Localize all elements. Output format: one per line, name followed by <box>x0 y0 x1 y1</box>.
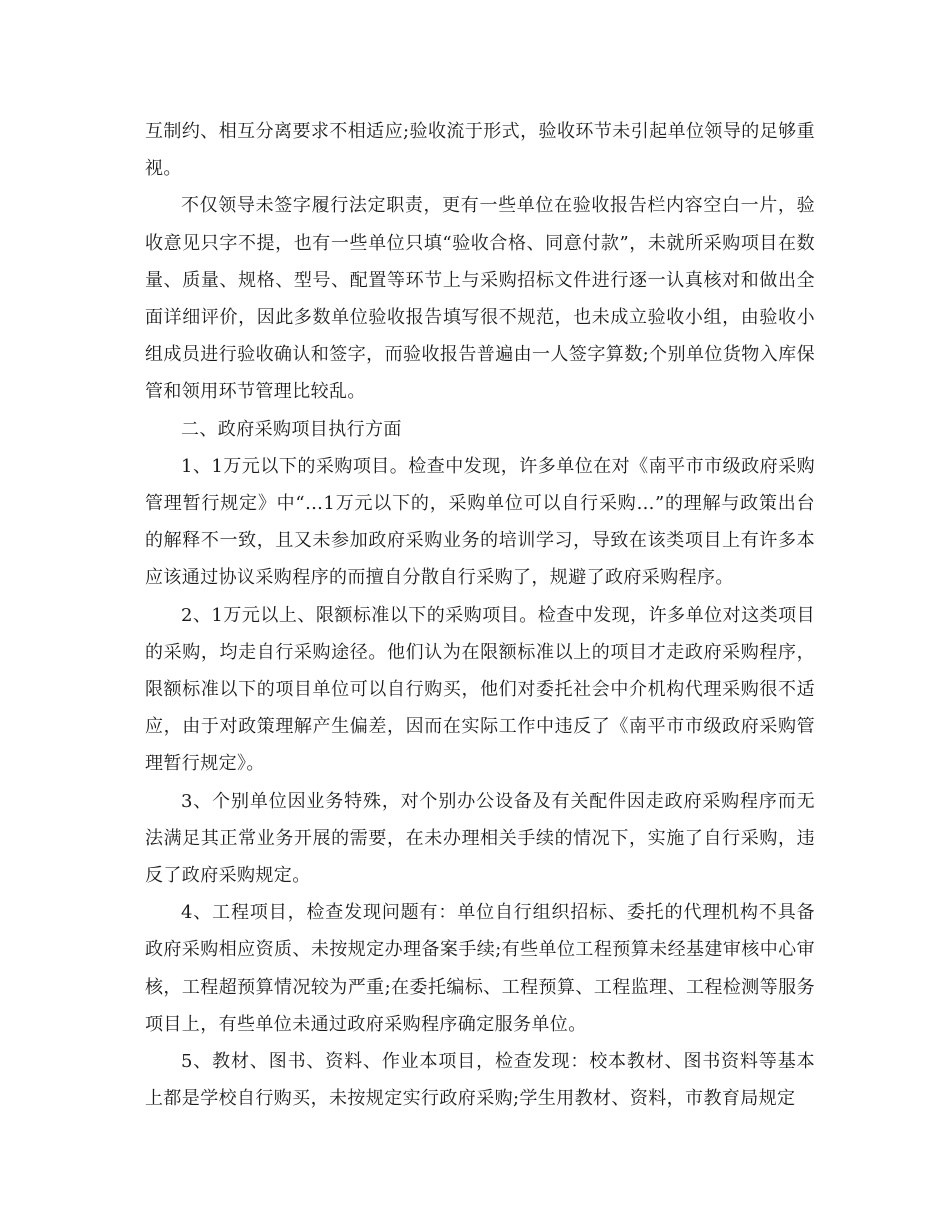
paragraph: 4、工程项目，检查发现问题有：单位自行组织招标、委托的代理机构不具备政府采购相应资质、未按规定办理备案手续;有些单位工程预算未经基建审核中心审核，工程超预算情况较为严重;在委托编标、工程预算、工程监理、工程检测等服务项目上，有些单位未通过政府采购程序确定服务单位。 <box>145 902 815 1035</box>
paragraph: 互制约、相互分离要求不相适应;验收流于形式，验收环节未引起单位领导的足够重视。 <box>145 121 815 180</box>
paragraph: 1、1万元以下的采购项目。检查中发现，许多单位在对《南平市市级政府采购管理暂行规定》中“…1万元以下的，采购单位可以自行采购…”的理解与政策出台的解释不一致，且又未参加政府采购业务的培训学习，导致在该类项目上有许多本应该通过协议采购程序的而擅自分散自行采购了，规避了政府采购程序。 <box>145 455 815 589</box>
document-body <box>145 113 815 1117</box>
paragraph: 2、1万元以上、限额标准以下的采购项目。检查中发现，许多单位对这类项目的采购，均走自行采购途径。他们认为在限额标准以上的项目才走政府采购程序，限额标准以下的项目单位可以自行购买，他们对委托社会中介机构代理采购很不适应，由于对政策理解产生偏差，因而在实际工作中违反了《南平市市级政府采购管理暂行规定》。 <box>145 604 815 775</box>
paragraph: 不仅领导未签字履行法定职责，更有一些单位在验收报告栏内容空白一片，验收意见只字不提，也有一些单位只填“验收合格、同意付款”，未就所采购项目在数量、质量、规格、型号、配置等环节上与采购招标文件进行逐一认真核对和做出全面详细评价，因此多数单位验收报告填写很不规范，也未成立验收小组，由验收小组成员进行验收确认和签字，而验收报告普遍由一人签字算数;个别单位货物入库保管和领用环节管理比较乱。 <box>145 195 815 403</box>
section-heading: 二、政府采购项目执行方面 <box>181 418 402 440</box>
paragraph: 5、教材、图书、资料、作业本项目，检查发现：校本教材、图书资料等基本上都是学校自行购买，未按规定实行政府采购;学生用教材、资料，市教育局规定 <box>145 1051 815 1110</box>
paragraph: 3、个别单位因业务特殊，对个别办公设备及有关配件因走政府采购程序而无法满足其正常业务开展的需要，在未办理相关手续的情况下，实施了自行采购，违反了政府采购规定。 <box>145 790 815 887</box>
